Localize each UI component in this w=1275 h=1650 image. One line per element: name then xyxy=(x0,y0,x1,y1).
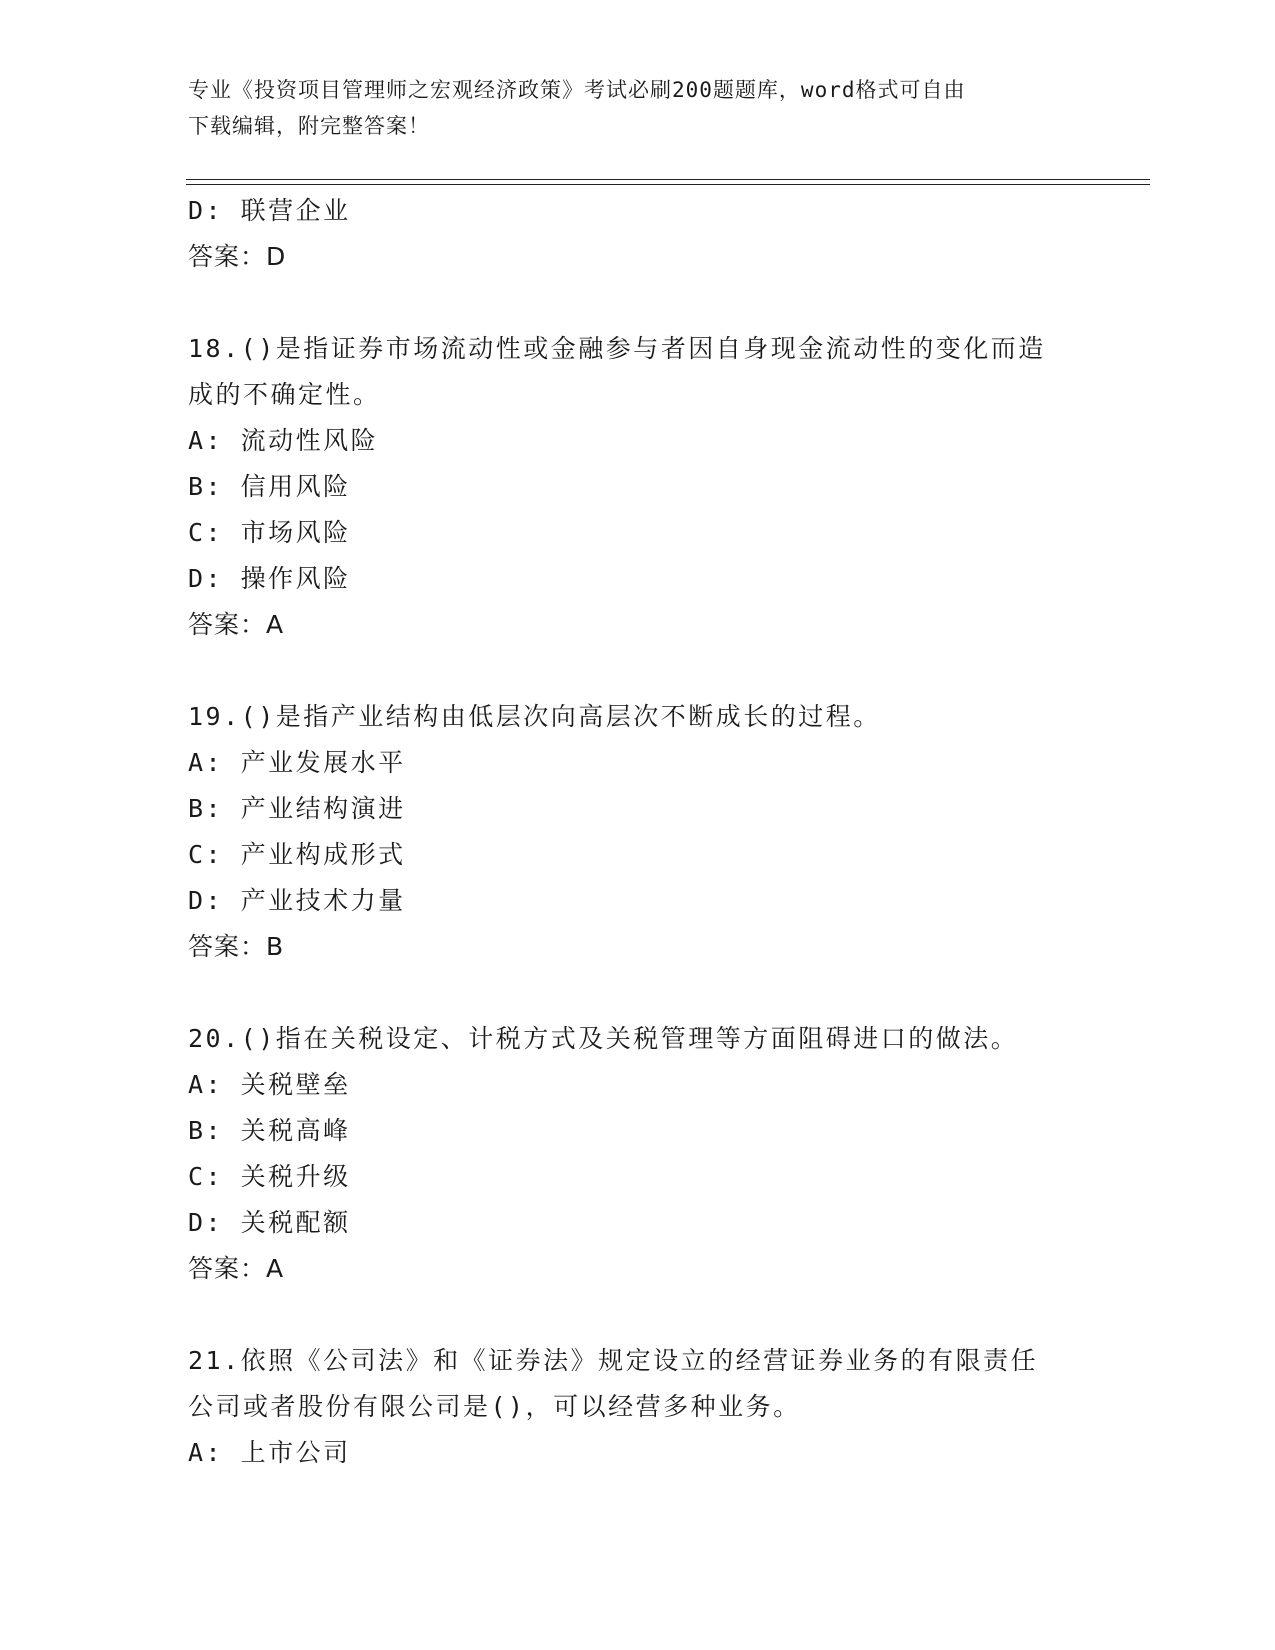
header-line-2: 下载编辑，附完整答案！ xyxy=(188,114,430,138)
question-text-line-1: 21.依照《公司法》和《证券法》规定设立的经营证券业务的有限责任 xyxy=(188,1346,1039,1375)
option-d: D: 联营企业 xyxy=(188,196,351,225)
question-21 xyxy=(188,1338,1088,1476)
option-b: B: 产业结构演进 xyxy=(188,794,406,823)
answer-line: 答案：B xyxy=(188,932,285,961)
question-text-line-1: 19.()是指产业结构由低层次向高层次不断成长的过程。 xyxy=(188,702,881,731)
option-b: B: 信用风险 xyxy=(188,472,351,501)
spacer xyxy=(188,970,1088,1016)
header-line-1: 专业《投资项目管理师之宏观经济政策》考试必刷200题题库，word格式可自由 xyxy=(188,78,966,102)
question-20 xyxy=(188,1016,1088,1292)
option-d: D: 操作风险 xyxy=(188,564,351,593)
option-d: D: 关税配额 xyxy=(188,1208,351,1237)
option-c: C: 关税升级 xyxy=(188,1162,351,1191)
option-b: B: 关税高峰 xyxy=(188,1116,351,1145)
option-a: A: 关税壁垒 xyxy=(188,1070,351,1099)
spacer xyxy=(188,648,1088,694)
answer-line: 答案：D xyxy=(188,242,287,271)
question-list xyxy=(188,188,1088,1476)
header-rule-top xyxy=(186,179,1150,180)
question-text-line-2: 成的不确定性。 xyxy=(188,380,381,409)
option-c: C: 产业构成形式 xyxy=(188,840,406,869)
answer-line: 答案：A xyxy=(188,1254,285,1283)
spacer xyxy=(188,280,1088,326)
answer-line: 答案：A xyxy=(188,610,285,639)
option-d: D: 产业技术力量 xyxy=(188,886,406,915)
option-a: A: 上市公司 xyxy=(188,1438,351,1467)
question-18 xyxy=(188,326,1088,648)
header-rule-bottom xyxy=(186,184,1150,185)
option-a: A: 流动性风险 xyxy=(188,426,379,455)
question-19 xyxy=(188,694,1088,970)
question-text-line-1: 18.()是指证券市场流动性或金融参与者因自身现金流动性的变化而造 xyxy=(188,334,1046,363)
question-text-line-1: 20.()指在关税设定、计税方式及关税管理等方面阻碍进口的做法。 xyxy=(188,1024,1019,1053)
option-a: A: 产业发展水平 xyxy=(188,748,406,777)
option-c: C: 市场风险 xyxy=(188,518,351,547)
question-text-line-2: 公司或者股份有限公司是()，可以经营多种业务。 xyxy=(188,1392,801,1421)
spacer xyxy=(188,1292,1088,1338)
document-header xyxy=(188,72,1068,144)
